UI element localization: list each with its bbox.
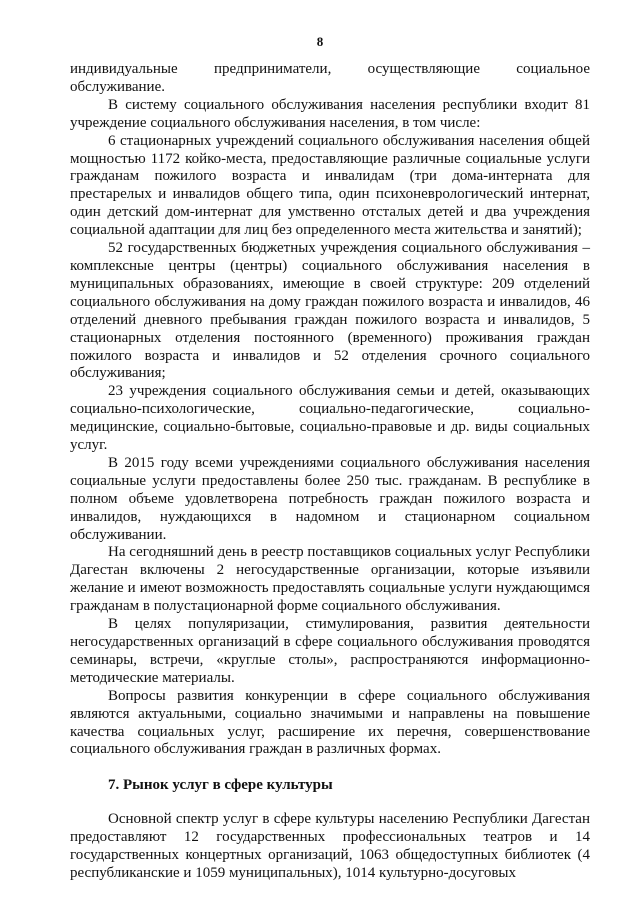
paragraph-family-children-institutions: 23 учреждения социального обслуживания семьи и детей, оказывающих социально-психологические, социально-педагогические, социально-медицинские, социально-бытовые, социально-правовые и др. виды социальных услуг. [70,383,590,454]
paragraph-2015-services: В 2015 году всеми учреждениями социального обслуживания населения социальные услуги предоставлены более 250 тыс. гражданам. В республике в полном объеме удовлетворена потребность граждан пожилого возраста и инвалидов, нуждающихся в надомном и стационарном социальном обслуживании. [70,454,590,543]
paragraph-budget-institutions: 52 государственных бюджетных учреждения социального обслуживания – комплексные центры (центры) социального обслуживания населения в муниципальных образованиях, имеющие в своей структуре: 209 отделений социального обслуживания на дому граждан пожилого возраста и инвалидов, 46 отделений дневного пребывания граждан пожилого возраста и инвалидов, 5 стационарных отделения постоянного (временного) проживания граждан пожилого возраста и инвалидов и 52 отделения срочного социального обслуживания; [70,240,590,382]
paragraph-culture-services: Основной спектр услуг в сфере культуры населению Республики Дагестан предоставляют 12 государственных профессиональных театров и 14 государственных концертных организаций, 1063 общедоступных библиотек (4 республиканские и 1059 муниципальных), 1014 культурно-досуговых [70,811,590,881]
paragraph-competition-development: Вопросы развития конкуренции в сфере социального обслуживания являются актуальными, социально значимыми и направлены на повышение качества социальных услуг, расширение их перечня, совершенствование социального обслуживания граждан в различных формах. [70,687,590,758]
paragraph-provider-registry: На сегодняшний день в реестр поставщиков социальных услуг Республики Дагестан включены 2 негосударственные организации, которые изъявили желание и имеют возможность предоставлять социальные услуги нуждающимся гражданам в полустационарной форме социального обслуживания. [70,544,590,615]
page-number: 8 [316,34,324,49]
paragraph-system-overview: В систему социального обслуживания населения республики входит 81 учреждение социального обслуживания населения, в том числе: [70,96,590,131]
paragraph-popularization: В целях популяризации, стимулирования, развития деятельности негосударственных организаций в сфере социального обслуживания проводятся семинары, встречи, «круглые столы», распространяются информационно-методические материалы. [70,616,590,686]
document-body [70,61,590,883]
section-heading: 7. Рынок услуг в сфере культуры [108,777,333,794]
paragraph-stationary-institutions: 6 стационарных учреждений социального обслуживания населения общей мощностью 1172 койко-места, предоставляющие различные социальные услуги гражданам пожилого возраста и инвалидам (три дома-интерната для престарелых и инвалидов общего типа, один психоневрологический интернат, один детский дом-интернат для умственно отсталых детей и два учреждения социальной адаптации для лиц без определенного места жительства и занятий); [70,132,590,239]
paragraph-continuation: индивидуальные предприниматели, осуществляющие социальное обслуживание. [70,61,590,95]
